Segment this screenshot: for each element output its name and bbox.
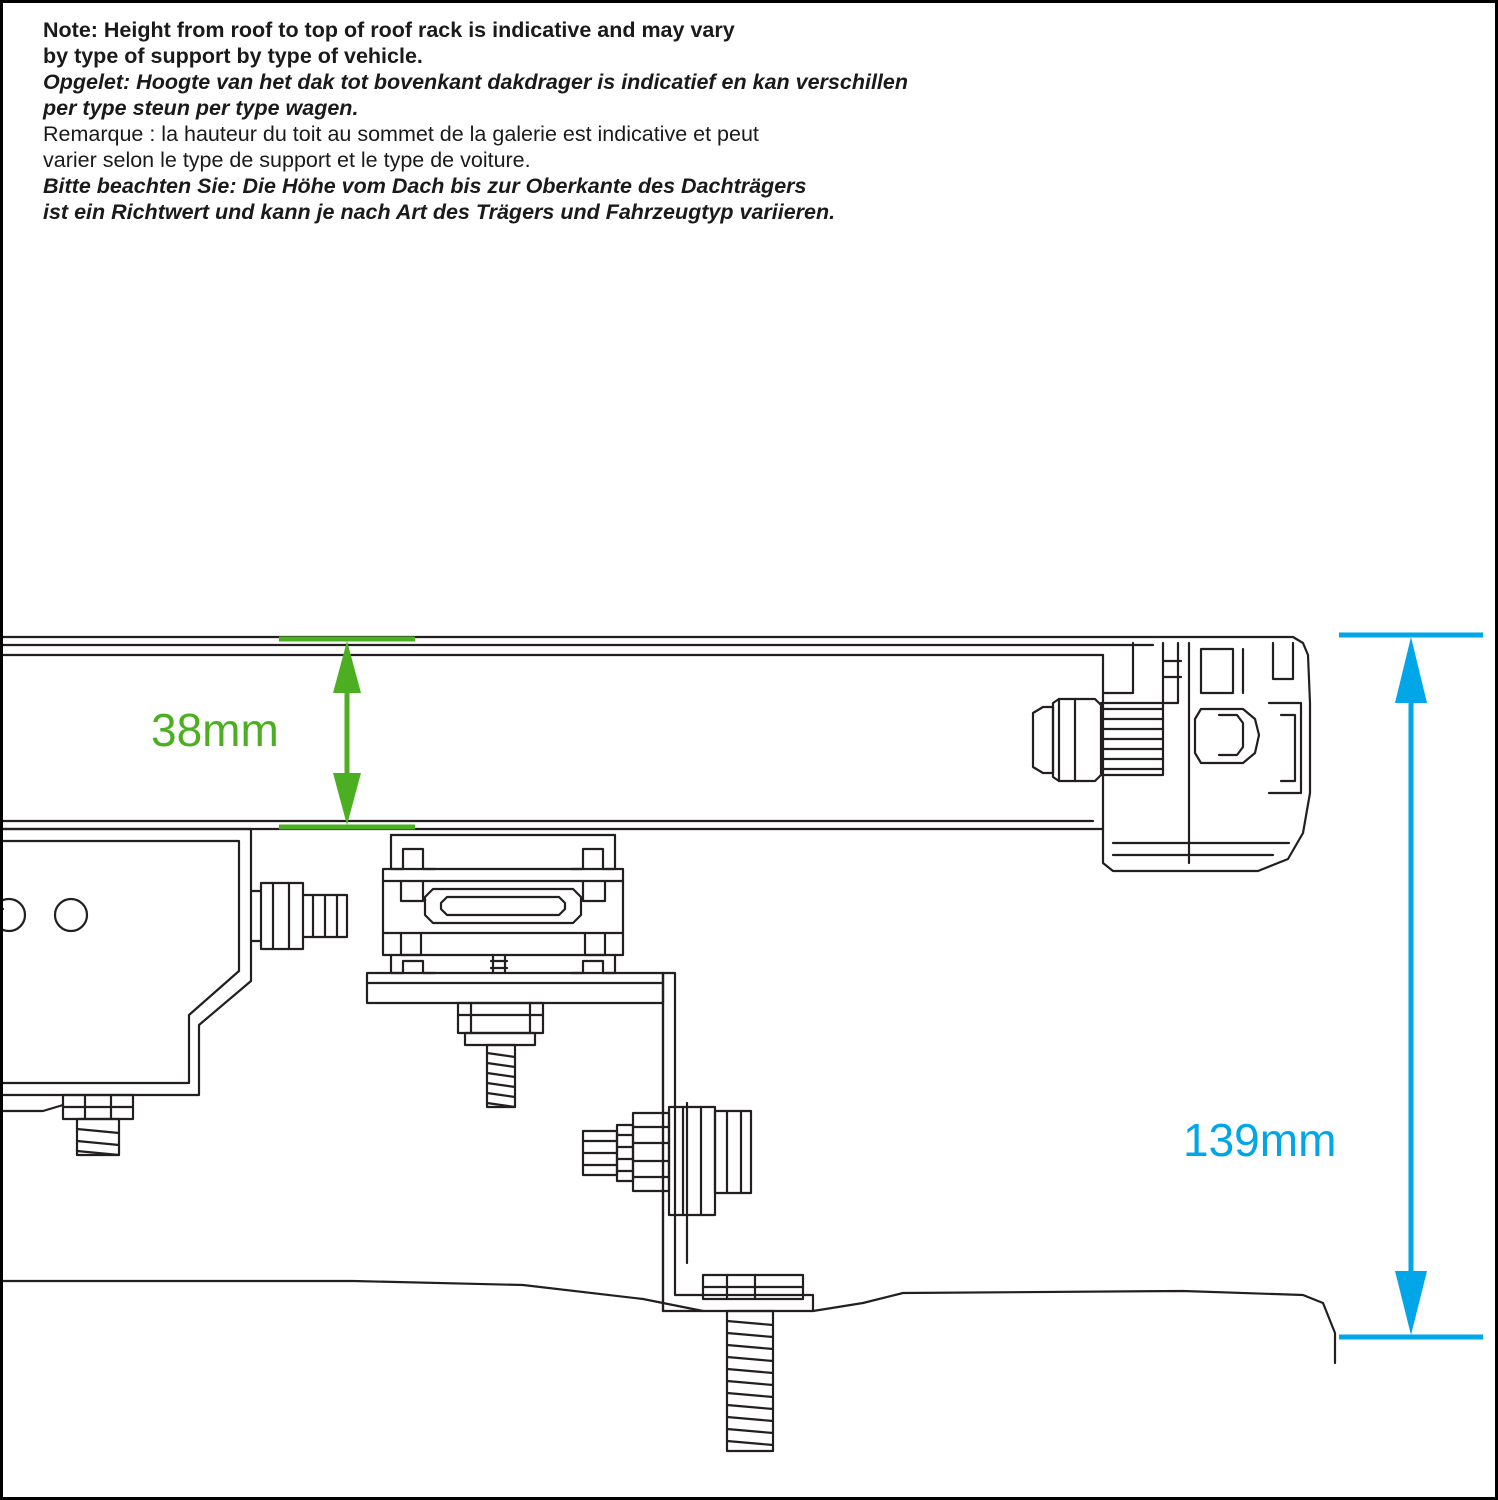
dimension-label-38mm: 38mm [151,704,279,756]
left-clamp-bolt [251,883,347,949]
note-line-de-1: Bitte beachten Sie: Die Höhe vom Dach bis zur Oberkante des Dachträgers [43,174,807,198]
dimension-label-139mm: 139mm [1183,1114,1337,1166]
upper-clamp-bolt [1033,643,1163,781]
l-bracket [663,973,813,1311]
centre-bolt-nut-stack [458,1003,543,1107]
roof-bolt [703,1275,803,1451]
centre-mounting-plate [367,955,663,1003]
note-line-en-2: by type of support by type of vehicle. [43,44,423,68]
note-line-nl-1: Opgelet: Hoogte van het dak tot bovenkant dakdrager is indicatief en kan verschillen [43,70,908,94]
left-bracket-assembly [3,829,251,1155]
note-line-en-1: Note: Height from roof to top of roof rack is indicative and may vary [43,18,735,42]
note-line-de-2: ist ein Richtwert und kann je nach Art des Trägers und Fahrzeugtyp variieren. [43,200,836,224]
note-line-fr-1: Remarque : la hauteur du toit au sommet de la galerie est indicative et peut [43,122,759,146]
note-line-nl-2: per type steun per type wagen. [43,96,359,120]
lower-crossbar-extrusion [383,835,623,973]
clamp-body [583,1107,751,1215]
roof-outline [3,1281,1335,1363]
note-line-fr-2: varier selon le type de support et le type de voiture. [43,148,531,172]
dimension-38mm [279,639,415,827]
dimension-139mm [1339,635,1483,1337]
